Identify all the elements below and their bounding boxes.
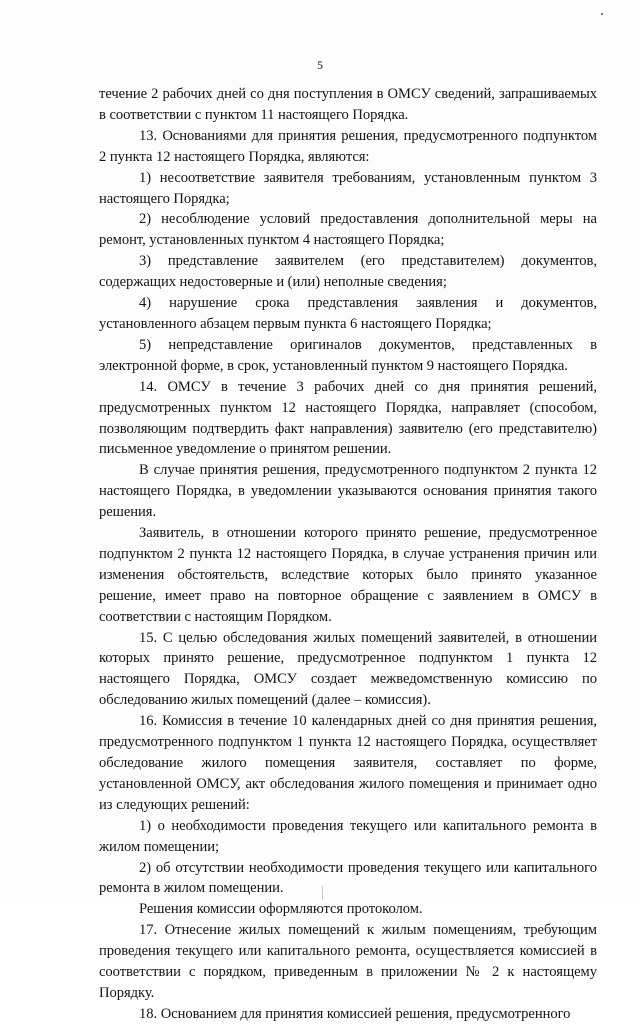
list-item: 5) непредставление оригиналов документов, представленных в электронной форме, в срок, установленный пунктом 9 настоящего Порядка. bbox=[99, 336, 597, 374]
list-item: 4) нарушение срока представления заявления и документов, установленного абзацем первым пункта 6 настоящего Порядка; bbox=[99, 295, 597, 332]
paragraph: Заявитель, в отношении которого принято решение, предусмотренное подпунктом 2 пункта 12 настоящего Порядка, в случае устранения причин или изменения обстоятельств, вследствие которых было принято указанное решение, имеет право на повторное обращение с заявлением в ОМСУ в соответствии с настоящим Порядком. bbox=[99, 525, 597, 625]
paragraph: 15. С целью обследования жилых помещений заявителей, в отношении которых принято решение, предусмотренное подпунктом 1 пункта 12 настоящего Порядка, ОМСУ создает межведомственную комиссию по обследованию жилых помещений (далее – комиссия). bbox=[99, 629, 597, 709]
list-item: 1) о необходимости проведения текущего или капитального ремонта в жилом помещении; bbox=[99, 817, 597, 855]
page-number: 5 bbox=[317, 58, 323, 72]
scan-speck bbox=[601, 13, 603, 15]
list-item: 3) представление заявителем (его представителем) документов, содержащих недостоверные и (или) неполные сведения; bbox=[99, 253, 597, 291]
paragraph: течение 2 рабочих дней со дня поступления в ОМСУ сведений, запрашиваемых в соответствии с пунктом 11 настоящего Порядка. bbox=[99, 86, 597, 123]
list-item: 1) несоответствие заявителя требованиям, установленным пунктом 3 настоящего Порядка; bbox=[99, 169, 597, 207]
paragraph: 16. Комиссия в течение 10 календарных дней со дня принятия решения, предусмотренного подпунктом 1 пункта 12 настоящего Порядка, осуществляет обследование жилого помещения заявителя, составляет по форме, установленной ОМСУ, акт обследования жилого помещения и принимает одно из следующих решений: bbox=[99, 713, 597, 813]
paragraph: 18. Основанием для принятия комиссией решения, предусмотренного bbox=[139, 1005, 571, 1022]
paragraph: 13. Основаниями для принятия решения, предусмотренного подпунктом 2 пункта 12 настоящего Порядка, являются: bbox=[99, 127, 597, 165]
body-text bbox=[99, 84, 597, 1025]
list-item: 2) об отсутствии необходимости проведения текущего или капитального ремонта в жилом помещении. bbox=[99, 859, 597, 897]
scan-artifact-line bbox=[322, 886, 323, 900]
paragraph: Решения комиссии оформляются протоколом. bbox=[139, 901, 423, 918]
paragraph: В случае принятия решения, предусмотренного подпунктом 2 пункта 12 настоящего Порядка, в уведомлении указываются основания принятия такого решения. bbox=[99, 462, 597, 521]
paragraph: 14. ОМСУ в течение 3 рабочих дней со дня принятия решений, предусмотренных пунктом 12 настоящего Порядка, направляет (способом, позволяющим подтвердить факт направления) заявителю (его представителю) письменное уведомление о принятом решении. bbox=[99, 378, 597, 458]
paragraph: 17. Отнесение жилых помещений к жилым помещениям, требующим проведения текущего или капитального ремонта, осуществляется комиссией в соответствии с порядком, приведенным в приложении № 2 к настоящему Порядку. bbox=[99, 922, 597, 1001]
list-item: 2) несоблюдение условий предоставления дополнительной меры на ремонт, установленных пунктом 4 настоящего Порядка; bbox=[99, 211, 597, 249]
